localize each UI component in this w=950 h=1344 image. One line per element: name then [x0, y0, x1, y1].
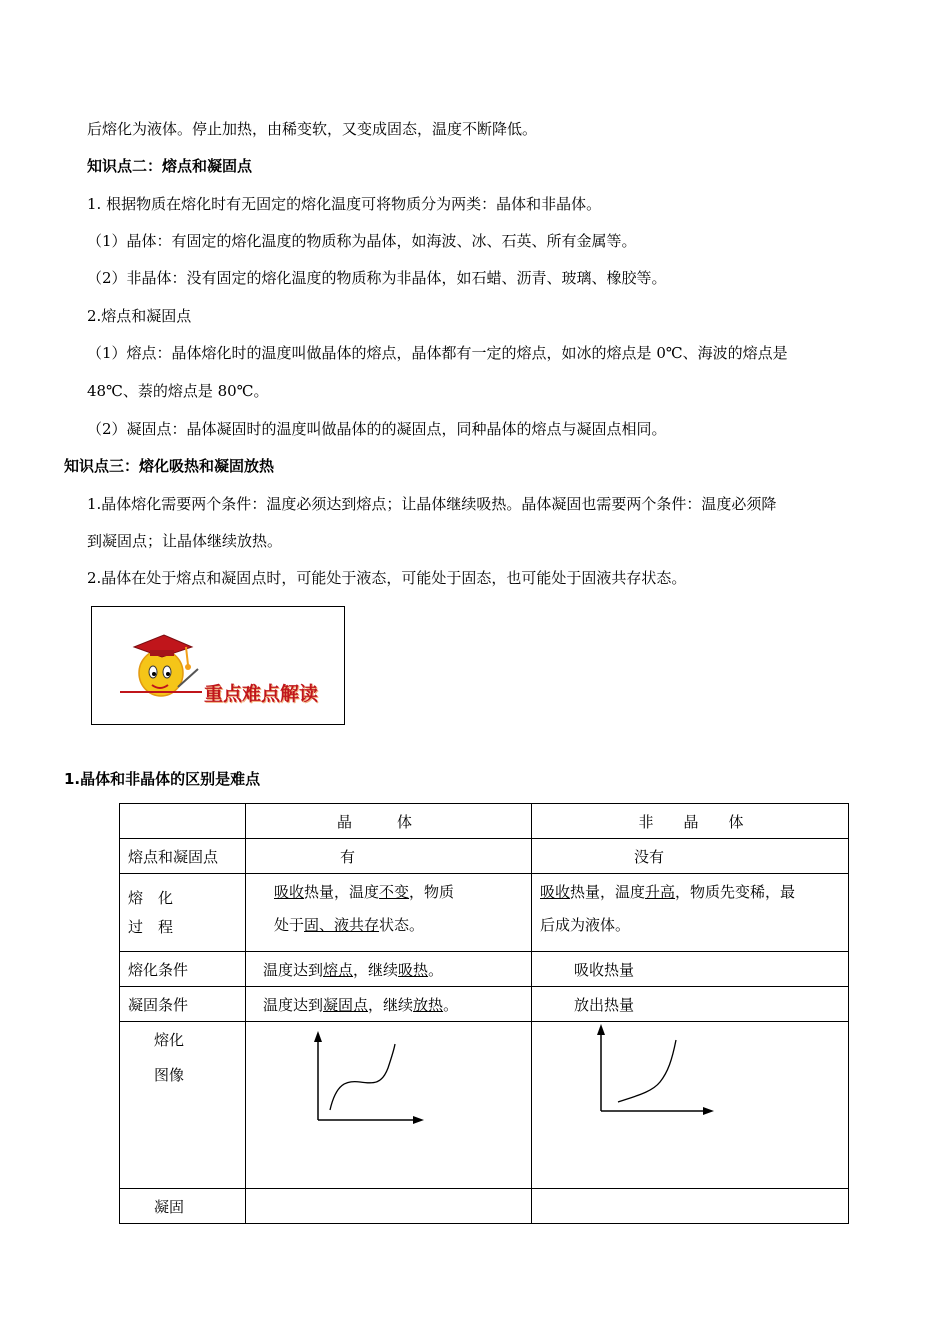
p0: 后熔化为液体。停止加热，由稀变软，又变成固态，温度不断降低。 — [87, 120, 538, 138]
table-row — [120, 952, 849, 987]
amorphous-melting-condition: 吸收热量 — [532, 952, 849, 987]
key-points-banner — [91, 606, 345, 725]
row-label-freezing-condition: 凝固条件 — [120, 987, 246, 1022]
p7b: 到凝固点；让晶体继续放热。 — [87, 532, 283, 550]
banner-rule — [120, 691, 202, 693]
row-label-freezing-graph: 凝固 — [120, 1189, 246, 1224]
crystal-melting-process: 吸收热量，温度不变，物质 处于固、液共存状态。 — [246, 874, 532, 952]
p5a: （1）熔点：晶体熔化时的温度叫做晶体的熔点，晶体都有一定的熔点，如冰的熔点是 0℃、海波的熔点是 — [87, 344, 788, 362]
header-empty-cell — [120, 804, 246, 839]
comparison-table — [119, 803, 849, 1224]
section-title: 1.晶体和非晶体的区别是难点 — [64, 770, 261, 788]
p1: 1. 根据物质在熔化时有无固定的熔化温度可将物质分为两类：晶体和非晶体。 — [87, 195, 602, 213]
heading-knowledge-3: 知识点三：熔化吸热和凝固放热 — [64, 457, 275, 475]
p4: 2.熔点和凝固点 — [87, 307, 192, 325]
underline-rise: 升高 — [645, 883, 676, 901]
p7a: 1.晶体熔化需要两个条件：温度必须达到熔点；让晶体继续吸热。晶体凝固也需要两个条件：温度必须降 — [87, 495, 777, 513]
crystal-melting-condition: 温度达到熔点，继续吸热。 — [246, 952, 532, 987]
row-label-melting-point: 熔点和凝固点 — [120, 839, 246, 874]
crystal-melting-point: 有 — [246, 839, 532, 874]
amorphous-melting-graph — [532, 1022, 849, 1189]
amorphous-melting-process: 吸收热量，温度升高，物质先变稀，最 后成为液体。 — [532, 874, 849, 952]
heading-knowledge-2: 知识点二：熔点和凝固点 — [87, 157, 253, 175]
amorphous-melting-point: 没有 — [532, 839, 849, 874]
banner-label: 重点难点解读 — [204, 683, 319, 705]
table-row — [120, 1189, 849, 1224]
table-row — [120, 987, 849, 1022]
crystal-freezing-condition: 温度达到凝固点，继续放热。 — [246, 987, 532, 1022]
row-label-melting-process: 熔 化 过 程 — [120, 874, 246, 952]
p5b: 48℃、萘的熔点是 80℃。 — [87, 382, 269, 400]
p3: （2）非晶体：没有固定的熔化温度的物质称为非晶体，如石蜡、沥青、玻璃、橡胶等。 — [87, 269, 667, 287]
amorphous-freezing-condition: 放出热量 — [532, 987, 849, 1022]
row-label-melting-condition: 熔化条件 — [120, 952, 246, 987]
crystal-melting-curve-graph — [246, 1022, 531, 1188]
amorphous-freezing-graph — [532, 1189, 849, 1224]
p6: （2）凝固点：晶体凝固时的温度叫做晶体的的凝固点，同种晶体的熔点与凝固点相同。 — [87, 420, 667, 438]
table-row — [120, 839, 849, 874]
crystal-melting-graph — [246, 1022, 532, 1189]
underline-coexist: 固、液共存 — [304, 916, 380, 934]
p8: 2.晶体在处于熔点和凝固点时，可能处于液态，可能处于固态，也可能处于固液共存状态。 — [87, 569, 687, 587]
amorphous-melting-curve-graph — [532, 1022, 848, 1188]
row-label-melting-graph: 熔化 图像 — [120, 1022, 246, 1189]
table-row — [120, 804, 849, 839]
table-row — [120, 1022, 849, 1189]
underline-absorb: 吸收 — [540, 883, 571, 901]
table-row — [120, 874, 849, 952]
header-amorphous: 非 晶 体 — [532, 804, 849, 839]
underline-unchanged: 不变 — [379, 883, 410, 901]
header-crystal: 晶 体 — [246, 804, 532, 839]
graduate-mascot-icon — [114, 617, 214, 717]
p2: （1）晶体：有固定的熔化温度的物质称为晶体，如海波、冰、石英、所有金属等。 — [87, 232, 637, 250]
crystal-freezing-graph — [246, 1189, 532, 1224]
underline-absorb: 吸收 — [274, 883, 305, 901]
